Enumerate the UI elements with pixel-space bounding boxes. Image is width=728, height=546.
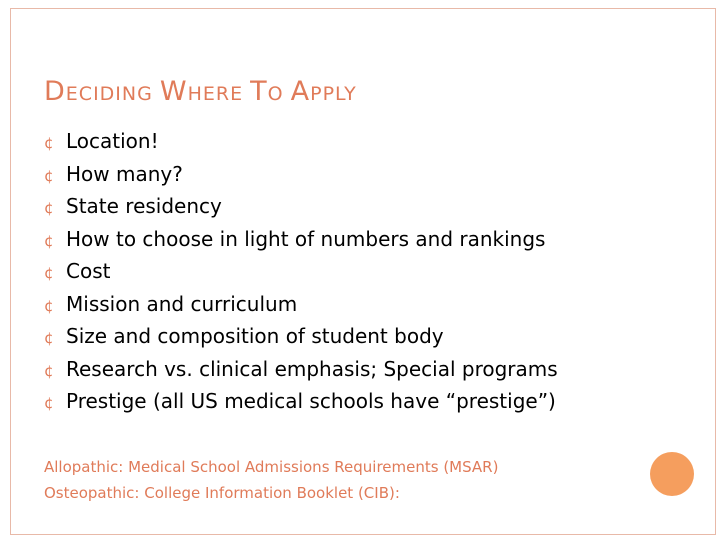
bullet-text: State residency xyxy=(66,194,222,218)
bullet-text: Size and composition of student body xyxy=(66,324,444,348)
bullet-icon: ¢ xyxy=(44,166,54,185)
title-part: TO xyxy=(250,76,291,107)
bullet-item xyxy=(44,129,558,162)
bullet-item xyxy=(44,227,558,260)
bullet-item xyxy=(44,162,558,195)
bullet-text: Location! xyxy=(66,129,159,153)
bullet-text: Cost xyxy=(66,259,111,283)
title-part: APPLY xyxy=(290,76,357,107)
resource-line-allopathic: Allopathic: Medical School Admissions Requirements (MSAR) xyxy=(44,458,499,476)
bullet-text: Prestige (all US medical schools have “prestige”) xyxy=(66,389,556,413)
bullet-item xyxy=(44,357,558,390)
bullet-icon: ¢ xyxy=(44,361,54,380)
title-part: WHERE xyxy=(159,76,251,107)
bullet-text: How to choose in light of numbers and rankings xyxy=(66,226,546,251)
bullet-icon: ¢ xyxy=(44,134,54,152)
bullet-text: Research vs. clinical emphasis; Special programs xyxy=(66,356,558,381)
resource-line-osteopathic: Osteopathic: College Information Booklet (CIB): xyxy=(44,484,400,502)
bullet-icon: ¢ xyxy=(44,394,54,412)
bullet-text: Mission and curriculum xyxy=(66,291,298,316)
bullet-icon: ¢ xyxy=(44,296,54,315)
slide-title xyxy=(44,78,357,105)
bullet-list xyxy=(44,129,558,422)
resource-notes xyxy=(44,454,498,506)
bullet-text: How many? xyxy=(66,161,183,186)
bullet-icon: ¢ xyxy=(44,329,54,347)
bullet-item xyxy=(44,389,558,422)
bullet-icon: ¢ xyxy=(44,264,54,282)
bullet-icon: ¢ xyxy=(44,231,54,250)
bullet-item xyxy=(44,259,558,292)
bullet-item xyxy=(44,324,558,357)
title-part: DECIDING xyxy=(44,76,160,107)
bullet-item xyxy=(44,292,558,325)
decorative-circle xyxy=(650,452,694,496)
bullet-item xyxy=(44,194,558,227)
bullet-icon: ¢ xyxy=(44,199,54,217)
